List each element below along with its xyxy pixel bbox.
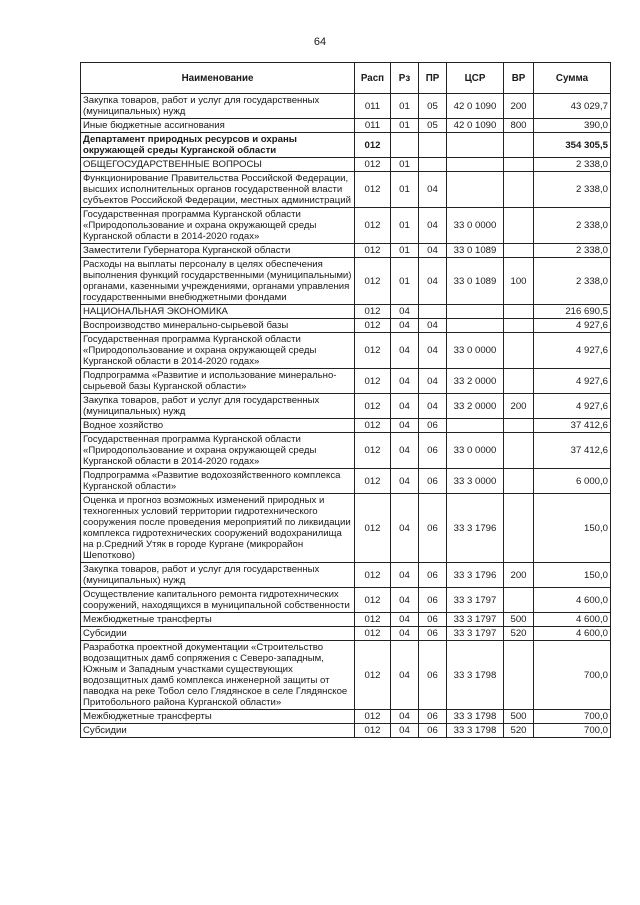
cell-rz: 04 (391, 319, 419, 333)
cell-csr: 33 0 1089 (447, 258, 504, 305)
cell-vr (504, 158, 534, 172)
cell-rz: 04 (391, 641, 419, 710)
cell-rasp: 012 (355, 172, 391, 208)
table-row (81, 133, 611, 158)
cell-rasp: 012 (355, 641, 391, 710)
cell-vr (504, 244, 534, 258)
cell-vr (504, 469, 534, 494)
cell-csr (447, 133, 504, 158)
table-row (81, 172, 611, 208)
cell-pr: 04 (419, 172, 447, 208)
cell-rasp: 012 (355, 244, 391, 258)
cell-pr: 05 (419, 94, 447, 119)
cell-vr: 200 (504, 563, 534, 588)
cell-rasp: 012 (355, 208, 391, 244)
cell-sum: 4 600,0 (534, 588, 611, 613)
cell-rasp: 012 (355, 158, 391, 172)
cell-rasp: 012 (355, 494, 391, 563)
cell-rz: 04 (391, 433, 419, 469)
cell-name: Разработка проектной документации «Строительство водозащитных дамб сопряжения с Северо-западным, Южным и Западным участками существующих водозащитных дамб комплекса инженерной защиты от паводка на реке Тобол село Глядянское в селе Глядянское Притобольного района Курганской области» (81, 641, 355, 710)
table-row (81, 710, 611, 724)
cell-name: Государственная программа Курганской области «Природопользование и охрана окружающей среды Курганской области в 2014-2020 годах» (81, 208, 355, 244)
table-row (81, 724, 611, 738)
cell-rz: 01 (391, 258, 419, 305)
cell-name: Осуществление капитального ремонта гидротехнических сооружений, находящихся в муниципальной собственности (81, 588, 355, 613)
cell-pr: 04 (419, 258, 447, 305)
table-row (81, 563, 611, 588)
cell-sum: 4 927,6 (534, 319, 611, 333)
cell-vr: 520 (504, 724, 534, 738)
cell-name: ОБЩЕГОСУДАРСТВЕННЫЕ ВОПРОСЫ (81, 158, 355, 172)
table-header-row (81, 63, 611, 94)
cell-name: Иные бюджетные ассигнования (81, 119, 355, 133)
cell-vr: 200 (504, 394, 534, 419)
cell-rz: 04 (391, 724, 419, 738)
cell-vr (504, 208, 534, 244)
cell-rz: 04 (391, 333, 419, 369)
cell-vr (504, 641, 534, 710)
cell-rz: 01 (391, 158, 419, 172)
cell-rz: 01 (391, 172, 419, 208)
cell-csr: 33 3 1796 (447, 563, 504, 588)
cell-rasp: 011 (355, 94, 391, 119)
cell-pr (419, 158, 447, 172)
cell-rz: 04 (391, 305, 419, 319)
cell-sum: 354 305,5 (534, 133, 611, 158)
table-row (81, 119, 611, 133)
cell-rz: 04 (391, 469, 419, 494)
cell-csr: 33 3 1798 (447, 724, 504, 738)
header-rz: Рз (391, 63, 419, 94)
cell-csr: 33 3 1798 (447, 710, 504, 724)
cell-pr: 06 (419, 588, 447, 613)
table-row (81, 244, 611, 258)
table-row (81, 469, 611, 494)
cell-csr: 33 2 0000 (447, 394, 504, 419)
cell-csr: 33 0 1089 (447, 244, 504, 258)
cell-sum: 2 338,0 (534, 258, 611, 305)
cell-name: Закупка товаров, работ и услуг для государственных (муниципальных) нужд (81, 94, 355, 119)
cell-vr (504, 319, 534, 333)
cell-sum: 4 927,6 (534, 394, 611, 419)
cell-vr (504, 433, 534, 469)
table-row (81, 319, 611, 333)
cell-name: Подпрограмма «Развитие водохозяйственного комплекса Курганской области» (81, 469, 355, 494)
cell-csr: 42 0 1090 (447, 119, 504, 133)
cell-csr: 33 0 0000 (447, 208, 504, 244)
cell-vr: 500 (504, 613, 534, 627)
budget-table (80, 62, 611, 738)
cell-name: Субсидии (81, 627, 355, 641)
cell-sum: 4 600,0 (534, 613, 611, 627)
table-row (81, 613, 611, 627)
cell-sum: 150,0 (534, 563, 611, 588)
cell-sum: 37 412,6 (534, 419, 611, 433)
cell-pr: 06 (419, 494, 447, 563)
cell-vr (504, 588, 534, 613)
cell-csr: 33 0 0000 (447, 433, 504, 469)
cell-pr (419, 133, 447, 158)
cell-pr: 04 (419, 208, 447, 244)
cell-pr: 05 (419, 119, 447, 133)
cell-rasp: 012 (355, 333, 391, 369)
cell-rz: 04 (391, 627, 419, 641)
table-row (81, 208, 611, 244)
header-csr: ЦСР (447, 63, 504, 94)
cell-sum: 37 412,6 (534, 433, 611, 469)
cell-rasp: 012 (355, 394, 391, 419)
cell-sum: 2 338,0 (534, 172, 611, 208)
cell-pr: 06 (419, 641, 447, 710)
cell-csr (447, 305, 504, 319)
table-row (81, 94, 611, 119)
cell-rz: 04 (391, 563, 419, 588)
cell-sum: 4 927,6 (534, 369, 611, 394)
cell-rasp: 012 (355, 133, 391, 158)
table-row (81, 627, 611, 641)
header-name: Наименование (81, 63, 355, 94)
table-row (81, 333, 611, 369)
cell-rasp: 012 (355, 563, 391, 588)
cell-name: Департамент природных ресурсов и охраны окружающей среды Курганской области (81, 133, 355, 158)
cell-vr: 500 (504, 710, 534, 724)
cell-rasp: 012 (355, 305, 391, 319)
page-number: 64 (313, 36, 327, 48)
cell-vr: 200 (504, 94, 534, 119)
table-row (81, 394, 611, 419)
table-row (81, 641, 611, 710)
cell-name: Расходы на выплаты персоналу в целях обеспечения выполнения функций государственными (муниципальными) органами, казенными учреждениями, органами управления государственными внебюджетными фондами (81, 258, 355, 305)
cell-rasp: 012 (355, 469, 391, 494)
cell-pr: 06 (419, 469, 447, 494)
cell-vr (504, 172, 534, 208)
table-row (81, 369, 611, 394)
cell-csr: 33 3 1797 (447, 627, 504, 641)
cell-rz: 04 (391, 494, 419, 563)
cell-name: НАЦИОНАЛЬНАЯ ЭКОНОМИКА (81, 305, 355, 319)
cell-rz: 04 (391, 613, 419, 627)
cell-pr: 04 (419, 333, 447, 369)
cell-pr: 04 (419, 319, 447, 333)
table-row (81, 494, 611, 563)
cell-rasp: 012 (355, 710, 391, 724)
cell-sum: 43 029,7 (534, 94, 611, 119)
cell-name: Подпрограмма «Развитие и использование минерально-сырьевой базы Курганской области» (81, 369, 355, 394)
cell-pr: 06 (419, 419, 447, 433)
table-row (81, 158, 611, 172)
cell-sum: 700,0 (534, 724, 611, 738)
cell-csr: 33 3 1798 (447, 641, 504, 710)
table-row (81, 433, 611, 469)
cell-rasp: 011 (355, 119, 391, 133)
cell-rasp: 012 (355, 258, 391, 305)
cell-vr: 520 (504, 627, 534, 641)
cell-name: Воспроизводство минерально-сырьевой базы (81, 319, 355, 333)
cell-csr: 33 3 1797 (447, 588, 504, 613)
cell-name: Оценка и прогноз возможных изменений природных и техногенных условий территории гидротехнического сооружения после проведения мероприятий по ликвидации комплекса гидротехнических сооружений водохранилища на р.Средний Утяк в городе Кургане (микрорайон Шепотково) (81, 494, 355, 563)
cell-pr: 06 (419, 563, 447, 588)
cell-rasp: 012 (355, 419, 391, 433)
cell-pr (419, 305, 447, 319)
cell-pr: 06 (419, 710, 447, 724)
header-rasp: Расп (355, 63, 391, 94)
cell-pr: 04 (419, 369, 447, 394)
cell-vr (504, 133, 534, 158)
header-sum: Сумма (534, 63, 611, 94)
cell-pr: 04 (419, 244, 447, 258)
table-row (81, 305, 611, 319)
cell-vr (504, 369, 534, 394)
cell-pr: 06 (419, 724, 447, 738)
cell-sum: 4 600,0 (534, 627, 611, 641)
cell-sum: 700,0 (534, 641, 611, 710)
cell-sum: 700,0 (534, 710, 611, 724)
cell-name: Межбюджетные трансферты (81, 613, 355, 627)
table-body (81, 94, 611, 738)
cell-sum: 6 000,0 (534, 469, 611, 494)
cell-rasp: 012 (355, 724, 391, 738)
cell-rasp: 012 (355, 627, 391, 641)
cell-rz: 04 (391, 710, 419, 724)
cell-name: Государственная программа Курганской области «Природопользование и охрана окружающей среды Курганской области в 2014-2020 годах» (81, 433, 355, 469)
cell-rz: 01 (391, 244, 419, 258)
cell-csr: 42 0 1090 (447, 94, 504, 119)
cell-csr: 33 2 0000 (447, 369, 504, 394)
cell-sum: 4 927,6 (534, 333, 611, 369)
table-row (81, 588, 611, 613)
cell-csr: 33 3 1796 (447, 494, 504, 563)
cell-csr: 33 0 0000 (447, 333, 504, 369)
table-row (81, 258, 611, 305)
cell-vr (504, 419, 534, 433)
cell-rz: 04 (391, 369, 419, 394)
header-vr: ВР (504, 63, 534, 94)
cell-csr (447, 172, 504, 208)
cell-sum: 2 338,0 (534, 158, 611, 172)
cell-name: Государственная программа Курганской области «Природопользование и охрана окружающей среды Курганской области в 2014-2020 годах» (81, 333, 355, 369)
cell-pr: 04 (419, 394, 447, 419)
cell-name: Межбюджетные трансферты (81, 710, 355, 724)
cell-rz: 04 (391, 588, 419, 613)
cell-name: Заместители Губернатора Курганской области (81, 244, 355, 258)
cell-vr: 800 (504, 119, 534, 133)
cell-rasp: 012 (355, 613, 391, 627)
cell-csr (447, 158, 504, 172)
cell-vr (504, 305, 534, 319)
cell-name: Субсидии (81, 724, 355, 738)
cell-vr (504, 333, 534, 369)
cell-csr (447, 419, 504, 433)
cell-rz: 01 (391, 94, 419, 119)
cell-rz: 01 (391, 208, 419, 244)
cell-sum: 390,0 (534, 119, 611, 133)
cell-vr: 100 (504, 258, 534, 305)
cell-sum: 216 690,5 (534, 305, 611, 319)
cell-csr (447, 319, 504, 333)
cell-sum: 2 338,0 (534, 208, 611, 244)
cell-pr: 06 (419, 613, 447, 627)
cell-pr: 06 (419, 627, 447, 641)
cell-name: Закупка товаров, работ и услуг для государственных (муниципальных) нужд (81, 563, 355, 588)
cell-rz (391, 133, 419, 158)
cell-sum: 2 338,0 (534, 244, 611, 258)
cell-rz: 04 (391, 419, 419, 433)
table-row (81, 419, 611, 433)
header-pr: ПР (419, 63, 447, 94)
cell-rz: 04 (391, 394, 419, 419)
cell-rasp: 012 (355, 319, 391, 333)
cell-csr: 33 3 0000 (447, 469, 504, 494)
cell-rasp: 012 (355, 588, 391, 613)
cell-name: Водное хозяйство (81, 419, 355, 433)
cell-rz: 01 (391, 119, 419, 133)
cell-pr: 06 (419, 433, 447, 469)
cell-rasp: 012 (355, 369, 391, 394)
cell-rasp: 012 (355, 433, 391, 469)
cell-vr (504, 494, 534, 563)
cell-sum: 150,0 (534, 494, 611, 563)
cell-name: Функционирование Правительства Российской Федерации, высших исполнительных органов государственной власти субъектов Российской Федерации, местных администраций (81, 172, 355, 208)
cell-csr: 33 3 1797 (447, 613, 504, 627)
cell-name: Закупка товаров, работ и услуг для государственных (муниципальных) нужд (81, 394, 355, 419)
